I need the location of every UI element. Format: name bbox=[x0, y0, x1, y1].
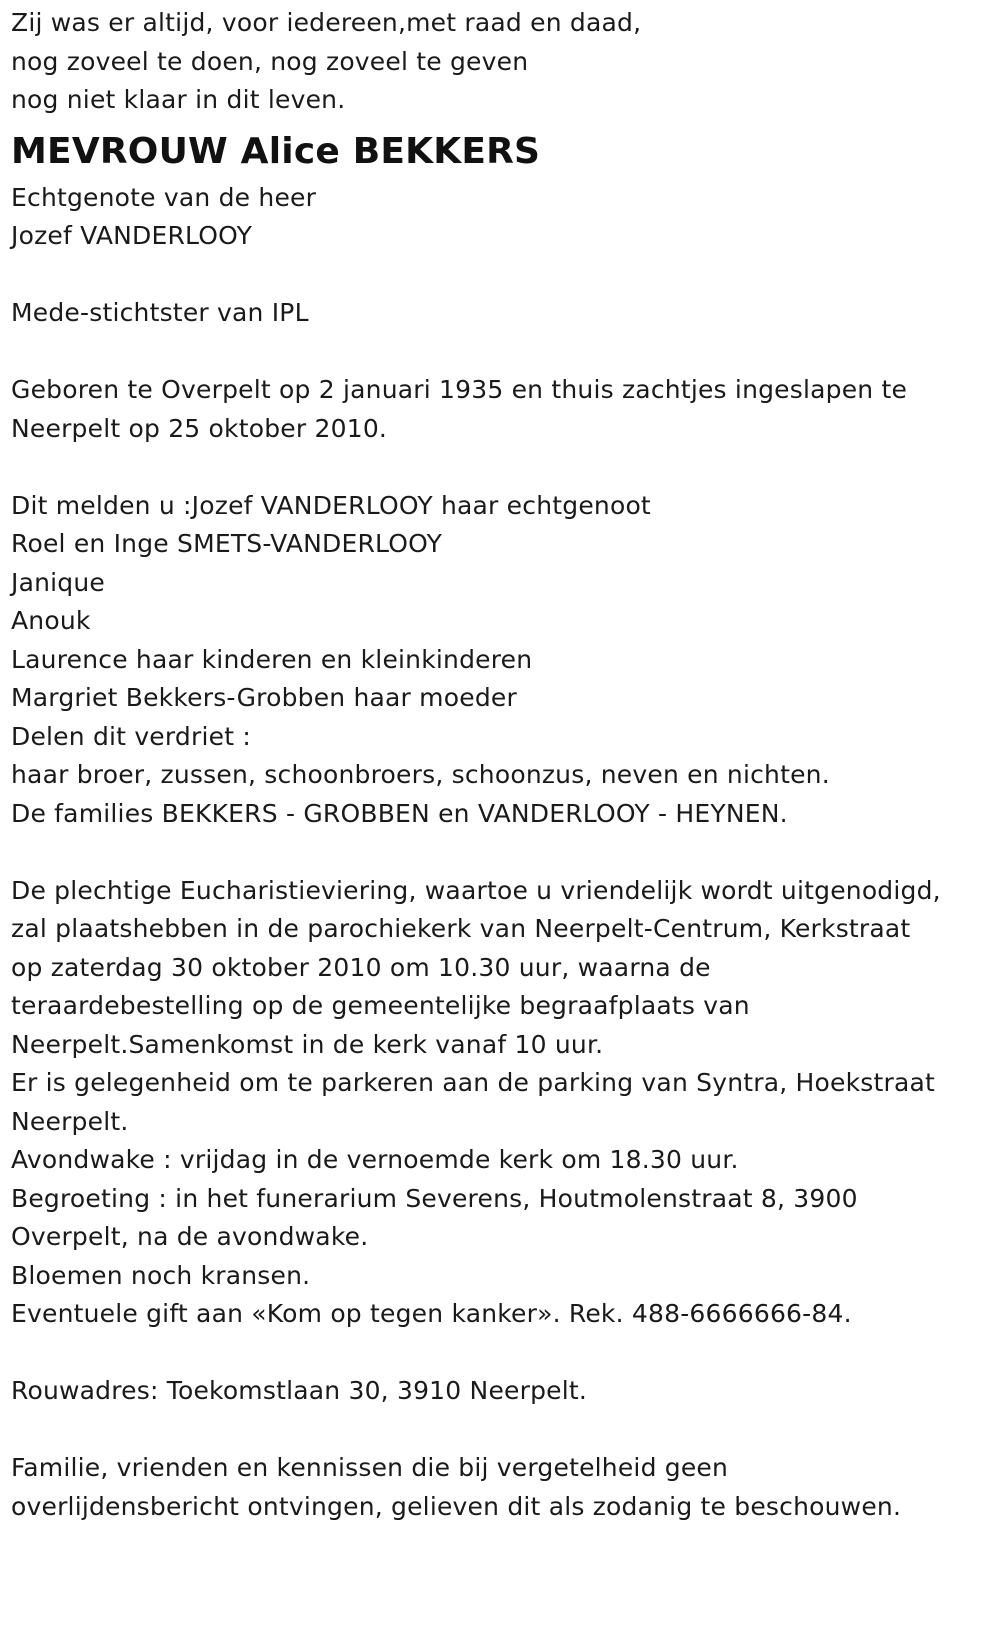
spacer bbox=[11, 448, 986, 487]
family-line: Anouk bbox=[11, 606, 91, 635]
ceremony-block bbox=[11, 872, 986, 1334]
poem-line: nog zoveel te doen, nog zoveel te geven bbox=[11, 46, 529, 76]
ceremony-line: Neerpelt. bbox=[11, 1106, 129, 1136]
closing-block bbox=[11, 1449, 986, 1526]
ceremony-line: Bloemen noch kransen. bbox=[11, 1260, 311, 1290]
family-line: Dit melden u :Jozef VANDERLOOY haar echtgenoot bbox=[11, 490, 651, 520]
poem-line: nog niet klaar in dit leven. bbox=[11, 85, 346, 114]
spouse-block bbox=[11, 179, 986, 256]
role-line: Mede-stichtster van IPL bbox=[11, 298, 309, 327]
ceremony-line: teraardebestelling op de gemeentelijke begraafplaats van bbox=[11, 991, 750, 1020]
birth-death-line: Geboren te Overpelt op 2 januari 1935 en thuis zachtjes ingeslapen te bbox=[11, 375, 908, 404]
spacer bbox=[11, 1411, 986, 1450]
spouse-line: Echtgenote van de heer bbox=[11, 182, 317, 212]
ceremony-line: Begroeting : in het funerarium Severens, Houtmolenstraat 8, 3900 bbox=[11, 1183, 858, 1213]
spacer bbox=[11, 256, 986, 295]
family-line: Delen dit verdriet : bbox=[11, 721, 251, 751]
poem bbox=[11, 4, 986, 120]
ceremony-line: Overpelt, na de avondwake. bbox=[11, 1222, 369, 1251]
ceremony-line: Eventuele gift aan «Kom op tegen kanker». Rek. 488-6666666-84. bbox=[11, 1299, 852, 1328]
mourning-address: Rouwadres: Toekomstlaan 30, 3910 Neerpelt. bbox=[11, 1376, 588, 1405]
family-block bbox=[11, 487, 986, 834]
ceremony-line: Avondwake : vrijdag in de vernoemde kerk om 18.30 uur. bbox=[11, 1145, 739, 1174]
family-line: Laurence haar kinderen en kleinkinderen bbox=[11, 644, 533, 674]
ceremony-line: De plechtige Eucharistieviering, waartoe u vriendelijk wordt uitgenodigd, bbox=[11, 875, 941, 905]
ceremony-line: op zaterdag 30 oktober 2010 om 10.30 uur, waarna de bbox=[11, 952, 711, 982]
birth-death-block bbox=[11, 371, 986, 448]
ceremony-line: Neerpelt.Samenkomst in de kerk vanaf 10 uur. bbox=[11, 1029, 604, 1059]
closing-line: Familie, vrienden en kennissen die bij vergetelheid geen bbox=[11, 1453, 729, 1482]
birth-death-line: Neerpelt op 25 oktober 2010. bbox=[11, 413, 388, 443]
closing-line: overlijdensbericht ontvingen, gelieven dit als zodanig te beschouwen. bbox=[11, 1491, 902, 1521]
poem-line: Zij was er altijd, voor iedereen,met raad en daad, bbox=[11, 8, 642, 37]
family-line: haar broer, zussen, schoonbroers, schoonzus, neven en nichten. bbox=[11, 760, 830, 789]
family-line: De families BEKKERS - GROBBEN en VANDERLOOY - HEYNEN. bbox=[11, 798, 788, 828]
family-line: Janique bbox=[11, 567, 105, 597]
family-line: Roel en Inge SMETS-VANDERLOOY bbox=[11, 529, 443, 558]
obituary-notice bbox=[11, 4, 986, 1526]
ceremony-line: zal plaatshebben in de parochiekerk van Neerpelt-Centrum, Kerkstraat bbox=[11, 914, 911, 943]
spacer bbox=[11, 333, 986, 372]
deceased-name-heading: MEVROUW Alice BEKKERS bbox=[11, 130, 541, 172]
ceremony-line: Er is gelegenheid om te parkeren aan de parking van Syntra, Hoekstraat bbox=[11, 1068, 936, 1097]
spacer bbox=[11, 833, 986, 872]
family-line: Margriet Bekkers-Grobben haar moeder bbox=[11, 683, 517, 712]
spouse-line: Jozef VANDERLOOY bbox=[11, 221, 253, 250]
spacer bbox=[11, 1334, 986, 1373]
